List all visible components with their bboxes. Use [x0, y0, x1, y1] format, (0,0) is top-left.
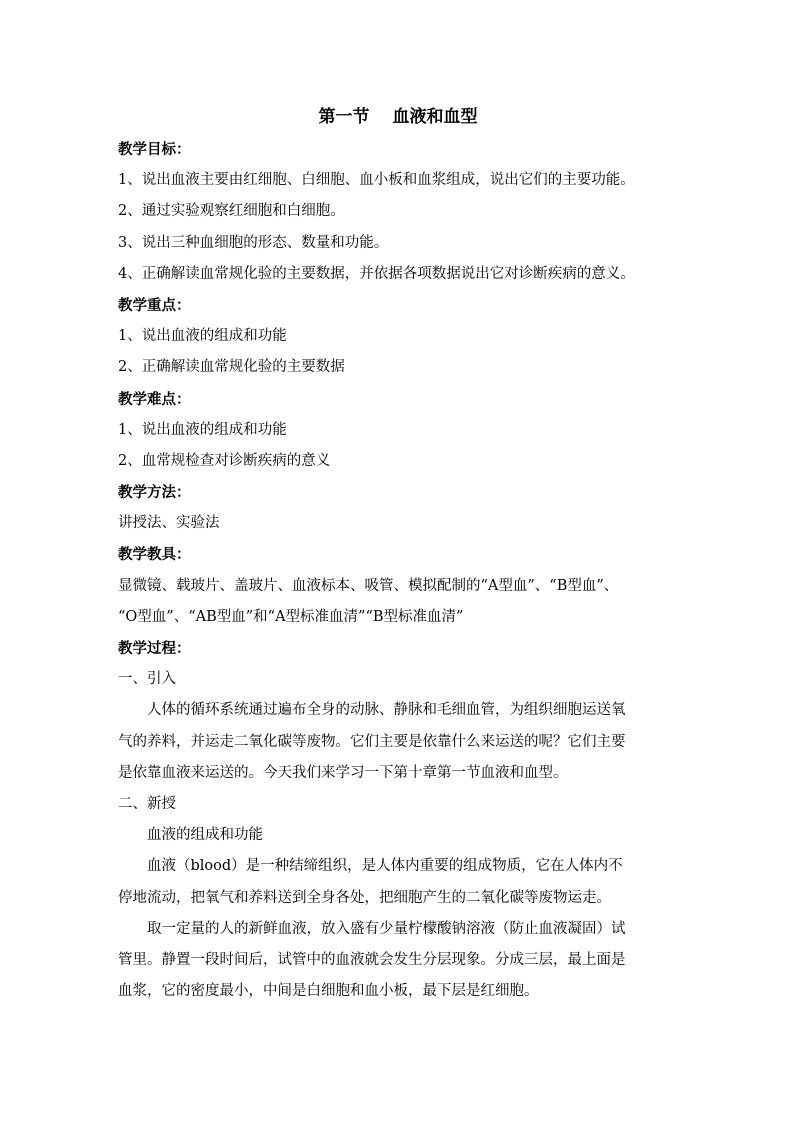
- intro-heading: 一、引入: [118, 671, 176, 688]
- blood-paragraph-line: 停地流动，把氧气和养料送到全身各处，把细胞产生的二氧化碳等废物运走。: [118, 889, 611, 906]
- intro-paragraph-line: 是依靠血液来运送的。今天我们来学习一下第十章第一节血液和血型。: [118, 764, 568, 781]
- experiment-paragraph-line: 血浆，它的密度最小，中间是白细胞和血小板，最下层是红细胞。: [118, 983, 539, 1000]
- key-points-heading: 教学重点：: [118, 296, 191, 314]
- objective-item: 1、说出血液主要由红细胞、白细胞、血小板和血浆组成，说出它们的主要功能。: [118, 172, 635, 189]
- methods-heading: 教学方法：: [118, 484, 191, 502]
- objective-item: 2、通过实验观察红细胞和白细胞。: [118, 203, 345, 220]
- objective-item: 3、说出三种血细胞的形态、数量和功能。: [118, 234, 389, 251]
- document-page: [118, 100, 678, 1007]
- intro-paragraph-line: 人体的循环系统通过遍布全身的动脉、静脉和毛细血管，为组织细胞运送氧: [147, 702, 626, 719]
- lesson-subheading: 血液的组成和功能: [147, 827, 263, 844]
- key-point-item: 2、正确解读血常规化验的主要数据: [118, 359, 345, 376]
- experiment-paragraph-line: 取一定量的人的新鲜血液，放入盛有少量柠檬酸钠溶液（防止血液凝固）试: [147, 920, 626, 937]
- difficulty-item: 1、说出血液的组成和功能: [118, 421, 287, 438]
- tools-heading: 教学教具：: [118, 546, 191, 564]
- new-lesson-heading: 二、新授: [118, 795, 176, 812]
- difficulties-heading: 教学难点：: [118, 390, 191, 408]
- objectives-heading: 教学目标：: [118, 141, 191, 158]
- page-title: 第一节 血液和血型: [318, 107, 478, 127]
- tools-text-line: “O型血”、“AB型血”和“A型标准血清”“B型标准血清”: [118, 608, 464, 625]
- objective-item: 4、正确解读血常规化验的主要数据，并依据各项数据说出它对诊断疾病的意义。: [118, 265, 635, 282]
- key-point-item: 1、说出血液的组成和功能: [118, 328, 287, 345]
- process-heading: 教学过程：: [118, 640, 191, 657]
- methods-text: 讲授法、实验法: [118, 515, 220, 532]
- blood-paragraph-line: 血液（blood）是一种结缔组织，是人体内重要的组成物质，它在人体内不: [147, 858, 623, 875]
- difficulty-item: 2、血常规检查对诊断疾病的意义: [118, 452, 331, 469]
- experiment-paragraph-line: 管里。静置一段时间后，试管中的血液就会发生分层现象。分成三层，最上面是: [118, 951, 626, 968]
- tools-text-line: 显微镜、载玻片、盖玻片、血液标本、吸管、模拟配制的“A型血”、“B型血”、: [118, 577, 619, 594]
- intro-paragraph-line: 气的养料，并运走二氧化碳等废物。它们主要是依靠什么来运送的呢？它们主要: [118, 733, 626, 750]
